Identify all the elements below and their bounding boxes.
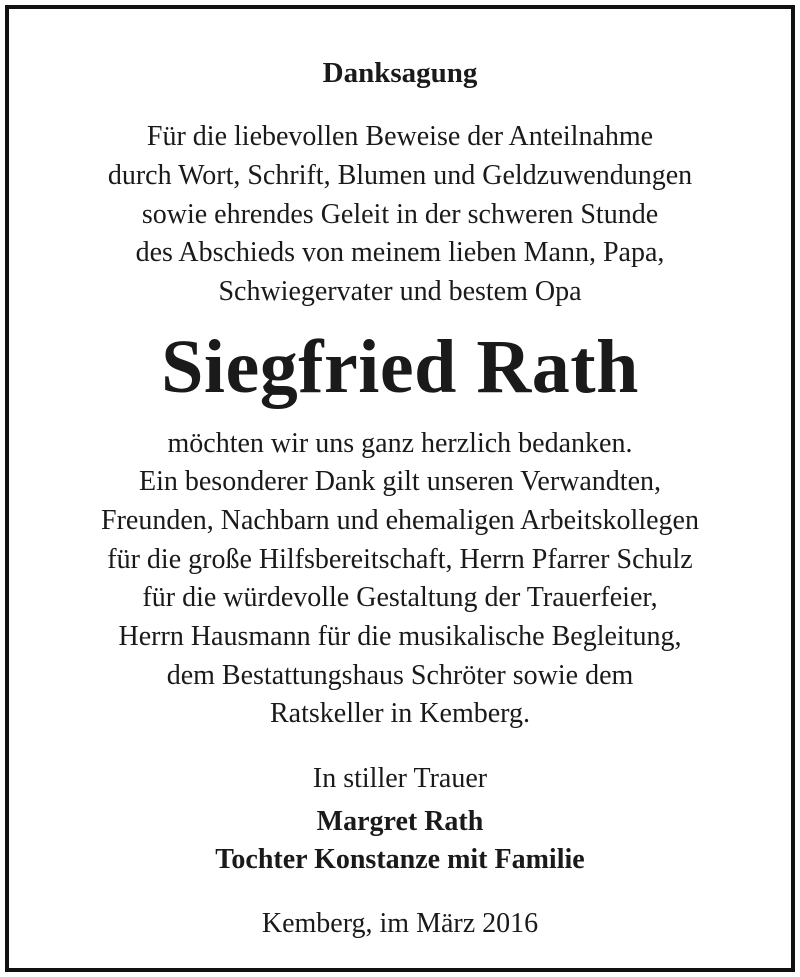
thanks-line: Ratskeller in Kemberg. (270, 698, 530, 729)
intro-line: Schwiegervater und bestem Opa (218, 276, 582, 307)
thanks-line: für die würdevolle Gestaltung der Trauerfeier, (142, 582, 658, 613)
deceased-name: Siegfried Rath (161, 325, 639, 409)
thanks-line: dem Bestattungshaus Schröter sowie dem (166, 660, 634, 691)
thanks-line: Ein besonderer Dank gilt unseren Verwandten, (139, 466, 661, 497)
place-date: Kemberg, im März 2016 (261, 908, 539, 939)
intro-line: sowie ehrendes Geleit in der schweren Stunde (141, 199, 659, 230)
intro-line: durch Wort, Schrift, Blumen und Geldzuwendungen (107, 160, 693, 191)
intro-line: Für die liebevollen Beweise der Anteilnahme (146, 121, 654, 152)
thanks-line: Freunden, Nachbarn und ehemaligen Arbeitskollegen (101, 505, 699, 536)
intro-line: des Abschieds von meinem lieben Mann, Papa, (135, 237, 665, 268)
signatory-family: Tochter Konstanze mit Familie (215, 844, 585, 875)
signatory-name: Margret Rath (316, 806, 484, 837)
notice-title: Danksagung (322, 57, 478, 89)
thanks-line: für die große Hilfsbereitschaft, Herrn Pfarrer Schulz (107, 544, 693, 575)
thanks-line: möchten wir uns ganz herzlich bedanken. (167, 428, 633, 459)
mourning-phrase: In stiller Trauer (312, 763, 488, 794)
obituary-notice (5, 5, 795, 972)
thanks-line: Herrn Hausmann für die musikalische Begleitung, (118, 621, 682, 652)
